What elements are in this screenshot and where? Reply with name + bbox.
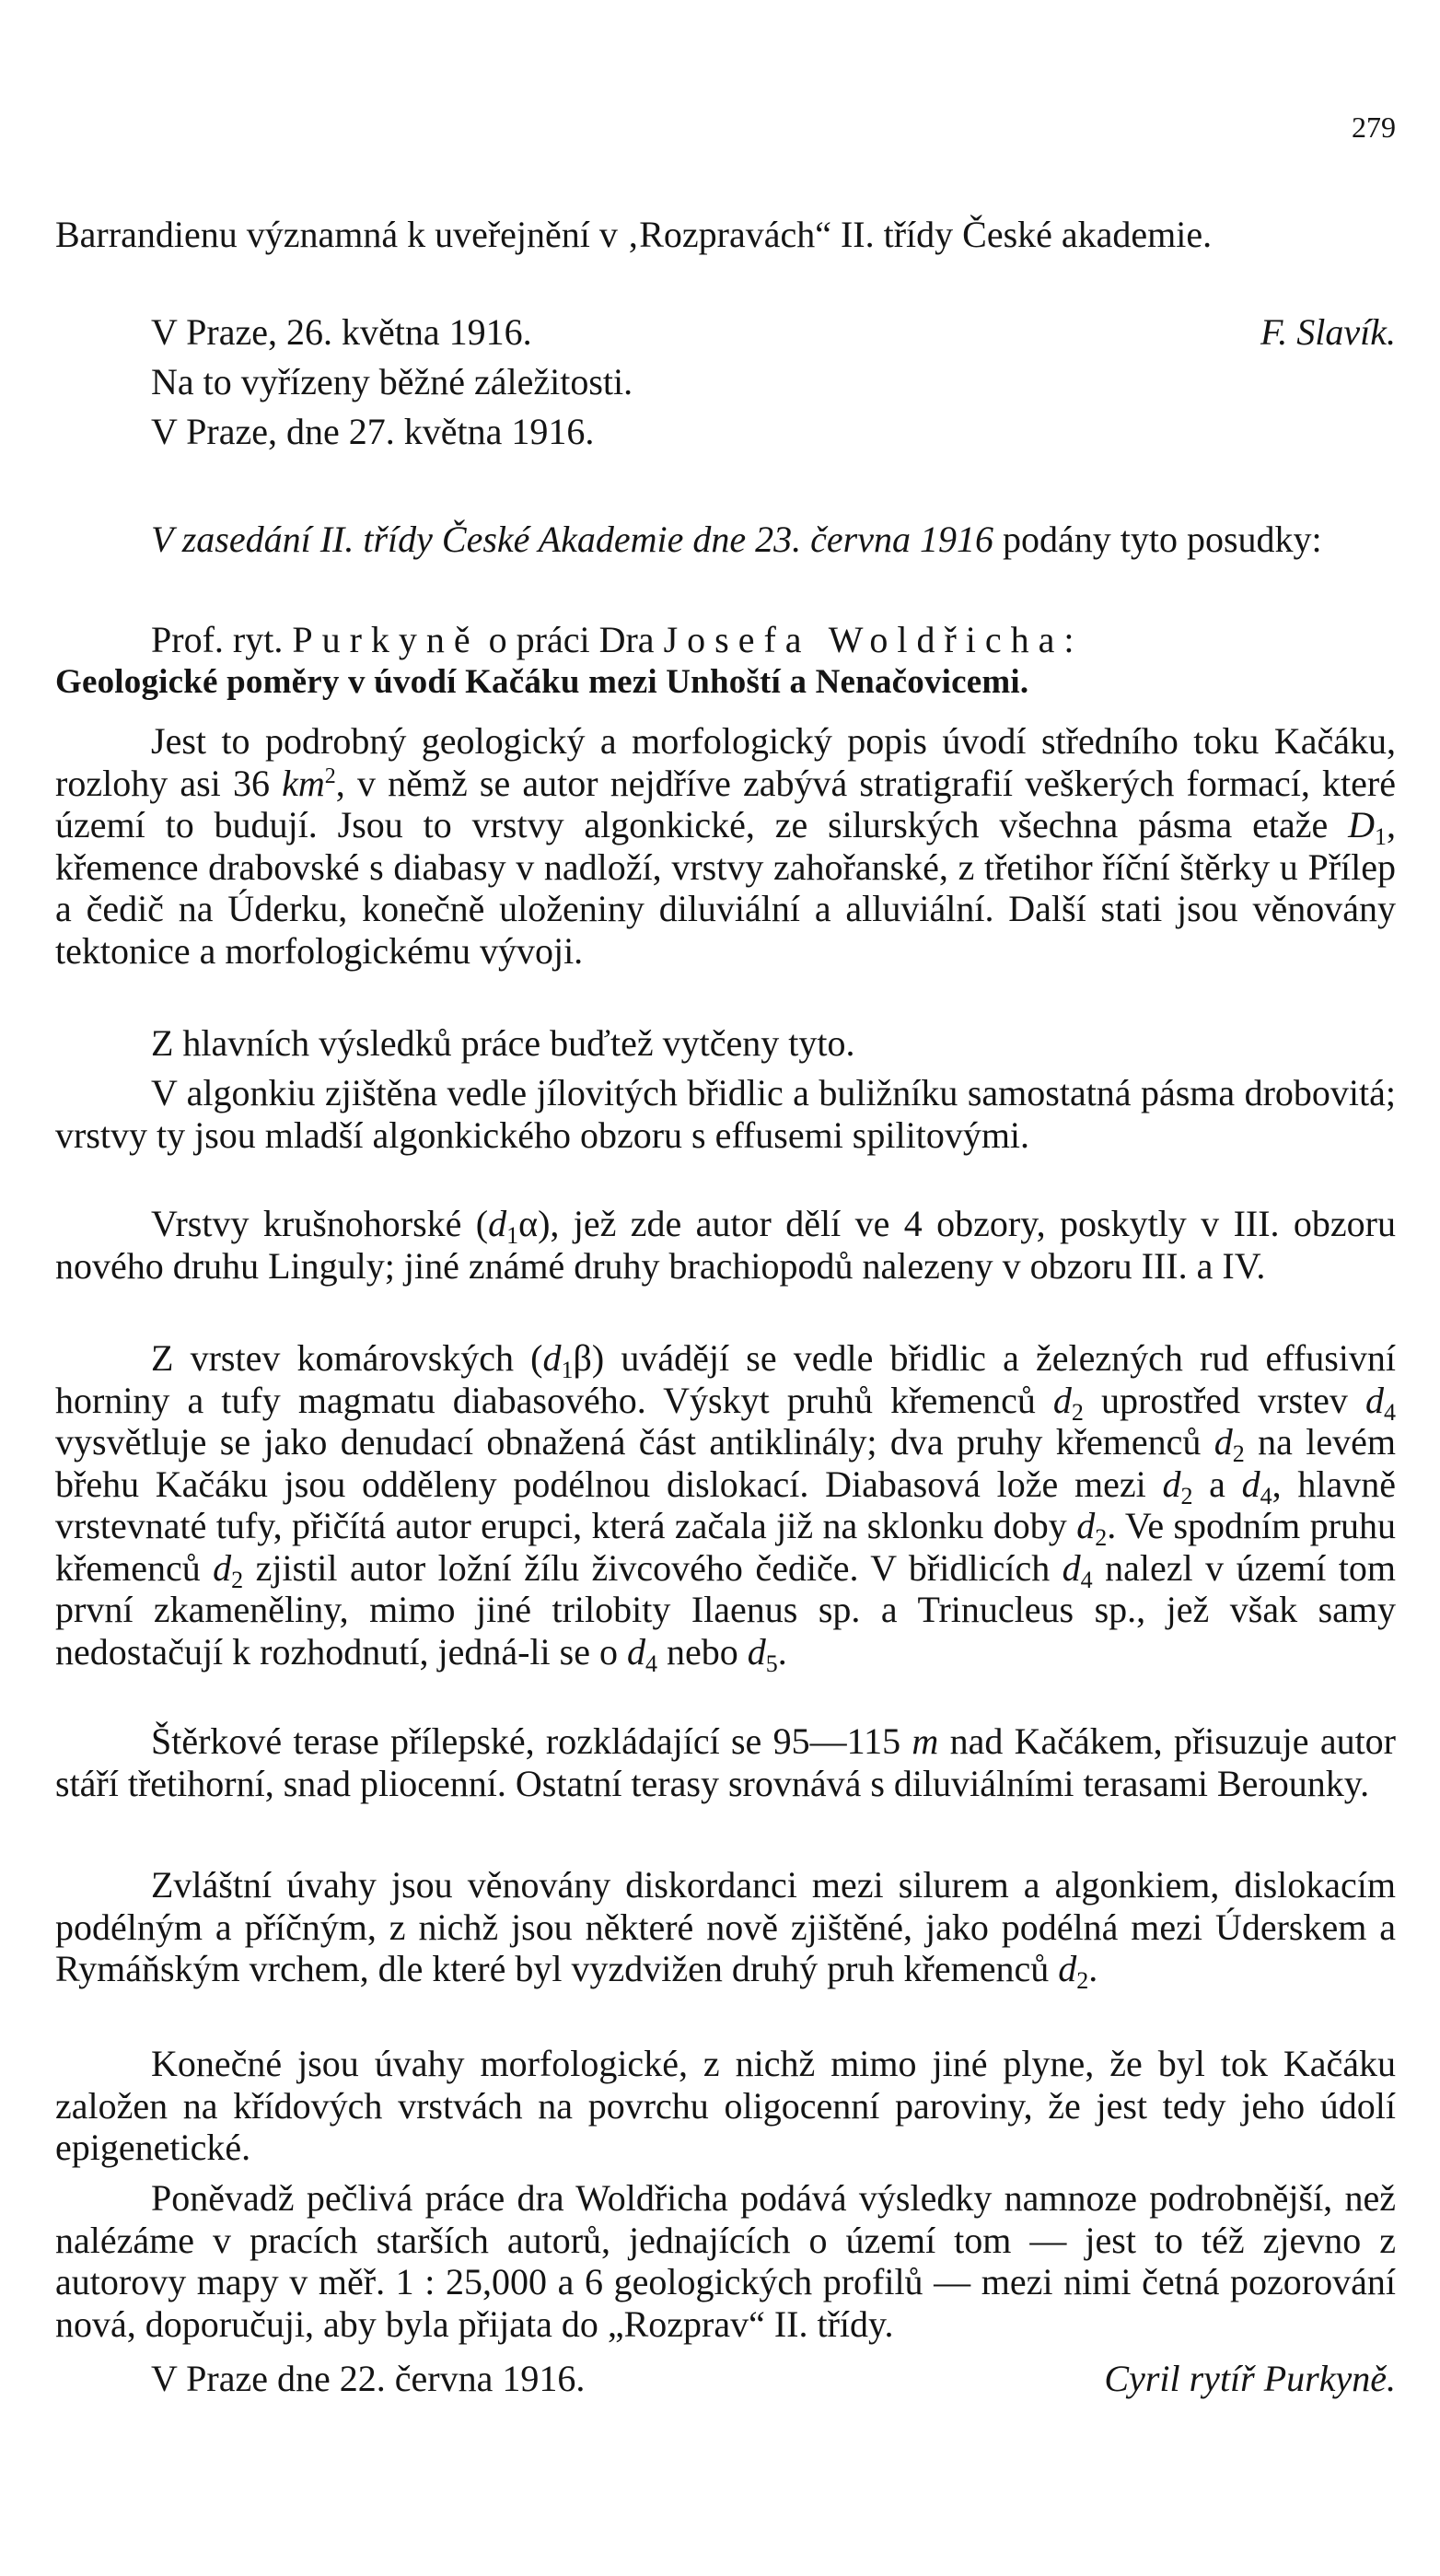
p6-unit: m [912, 1720, 939, 1762]
p1-d: D [1348, 804, 1375, 845]
review-title [55, 661, 1396, 704]
p5-d4: d [1365, 1379, 1384, 1421]
closing-signature [1104, 2358, 1396, 2400]
p5-l: . [777, 1630, 787, 1673]
page-number: 279 [1352, 111, 1396, 144]
p5-d2b-sub: 2 [1232, 1440, 1245, 1467]
session-intro: V zasedání II. třídy České Akademie dne 23. června 1916 [151, 519, 993, 560]
p5-d5: d [747, 1630, 766, 1673]
p4-sym-sub: 1 [506, 1222, 519, 1249]
opening-signature [1260, 311, 1396, 354]
review-subject-name: Josefa Woldřicha: [663, 619, 1084, 660]
session-intro-rest: podány tyto posudky: [993, 519, 1322, 560]
p5-greek: β [573, 1337, 592, 1379]
paragraph-6 [55, 1720, 1396, 1804]
p5-sym: d [542, 1337, 562, 1379]
p1-d-sub: 1 [1375, 823, 1387, 850]
review-author-line [151, 619, 1396, 661]
p5-d5-sub: 5 [765, 1649, 778, 1677]
p5-d2: d [1052, 1379, 1072, 1421]
paragraph-5 [55, 1337, 1397, 1677]
p7-b: . [1088, 1948, 1098, 1989]
p5-d2d-sub: 2 [1095, 1524, 1108, 1551]
p5-c: uprostřed vrstev [1083, 1379, 1365, 1421]
paragraph-1 [55, 720, 1396, 972]
p5-j: nalezl v území tom první zkameněliny, mimo jiné trilobity Ilaenus sp. a Trinucleus sp., jež však samy nedostačují k rozhodnutí, jedná-li se o [55, 1546, 1397, 1673]
p5-d2e: d [213, 1546, 232, 1589]
paragraph-4 [55, 1203, 1396, 1287]
p5-d4c: d [1062, 1546, 1081, 1589]
p5-d4d: d [626, 1630, 645, 1673]
opening-paragraph: Barrandienu významná k uveřejnění v ‚Rozpravách“ II. třídy České akademie. [55, 214, 1213, 255]
p5-h: . Ve spodním pruhu křemenců [55, 1505, 1396, 1589]
p5-d2e-sub: 2 [231, 1566, 244, 1593]
p5-d4d-sub: 4 [645, 1649, 657, 1677]
p5-d: vysvětluje se jako denudací obnažená část antiklinály; dva pruhy křemenců [55, 1421, 1214, 1463]
p1-b: , v němž se autor nejdříve zabývá stratigrafií veškerých formací, které území to budují. Jsou to vrstvy algonkické, ze silurských všechna pásma etaže [55, 762, 1396, 845]
p5-d4b: d [1241, 1463, 1260, 1505]
p5-d4c-sub: 4 [1080, 1566, 1093, 1593]
opening-note: Na to vyřízeny běžné záležitosti. [151, 361, 633, 402]
review-author-name: Purkyně [292, 619, 480, 660]
p5-e: na levém břehu Kačáku jsou odděleny podélnou dislokací. Diabasová lože mezi [55, 1421, 1396, 1505]
p5-d2-sub: 2 [1071, 1398, 1084, 1426]
review-title-text: Geologické poměry v úvodí Kačáku mezi Unhoští a Nenačovicemi. [55, 663, 1029, 701]
review-mid: o práci Dra [479, 619, 664, 660]
closing-place-date: V Praze dne 22. června 1916. [151, 2358, 586, 2399]
p4-greek: α [518, 1203, 539, 1244]
paragraph-8: Konečné jsou úvahy morfologické, z nichž mimo jiné plyne, že byl tok Kačáku založen na křídových vrstvách na povrchu oligocenní paroviny, že jest tedy jeho údolí epigenetické. [55, 2043, 1396, 2168]
p7-d2: d [1058, 1948, 1077, 1989]
p1-a: Jest to podrobný geologický a morfologický popis úvodí středního toku Kačáku, rozlohy asi 36 [55, 720, 1396, 804]
p5-a: Z vrstev komárovských ( [151, 1337, 543, 1379]
p1-sup: 2 [324, 763, 336, 788]
p5-d2c-sub: 2 [1180, 1482, 1193, 1509]
p1-c: , křemence drabovské s diabasy v nadloží, vrstvy zahořanské, z třetihor říční štěrky u Přílep a čedič na Úderku, konečně uloženiny diluviální a alluviální. Další stati jsou věnovány tektonice a morfologickému vývoji. [55, 804, 1396, 972]
p6-b: nad Kačákem, přisuzuje autor stáří třetihorní, snad pliocenní. Ostatní terasy srovnává s diluviálními terasami Berounky. [55, 1720, 1397, 1804]
p5-k: nebo [656, 1630, 748, 1673]
p6-a: Štěrkové terase přílepské, rozkládající se 95—115 [151, 1720, 912, 1762]
opening-place-date: V Praze, 26. května 1916. [151, 311, 532, 353]
opening-date2: V Praze, dne 27. května 1916. [151, 411, 595, 452]
p5-sym-sub: 1 [561, 1357, 574, 1383]
p5-i: zjistil autor ložní žílu živcového čediče. V břidlicích [243, 1546, 1063, 1589]
closing-signature-text: Cyril rytíř Purkyně. [1104, 2358, 1396, 2399]
review-author-prefix: Prof. ryt. [151, 619, 293, 660]
p7-a: Zvláštní úvahy jsou věnovány diskordanci mezi silurem a algonkiem, dislokacím podélným a příčným, z nichž jsou některé nově zjištěné, jako podélná mezi Úderskem a Rymáňským vrchem, dle které byl vyzdvižen druhý pruh křemenců [55, 1864, 1396, 1989]
paragraph-7 [55, 1864, 1396, 1994]
p5-d2d: d [1076, 1505, 1096, 1546]
p5-b: ) uvádějí se vedle břidlic a železných rud effusivní horniny a tufy magmatu diabasového. Výskyt pruhů křemenců [55, 1337, 1397, 1421]
p5-d2c: d [1162, 1463, 1181, 1505]
p5-d4b-sub: 4 [1260, 1482, 1272, 1509]
p5-g: , hlavně vrstevnaté tufy, přičítá autor erupci, která začala již na sklonku doby [55, 1463, 1396, 1546]
p4-b: ), jež zde autor dělí ve 4 obzory, poskytly v III. obzoru nového druhu Linguly; jiné známé druhy brachiopodů nalezeny v obzoru III. a IV. [55, 1203, 1396, 1287]
paragraph-9: Poněvadž pečlivá práce dra Woldřicha podává výsledky namnoze podrobnější, než nalézáme v pracích starších autorů, jednajících o území tom — jest to též zjevno z autorovy mapy v měř. 1 : 25,000 a 6 geologických profilů — mezi nimi četná pozorování nová, doporučuji, aby byla přijata do „Rozprav“ II. třídy. [55, 2177, 1396, 2345]
p4-a: Vrstvy krušnohorské ( [151, 1203, 489, 1244]
p5-d2b: d [1214, 1421, 1233, 1463]
paragraph-2: Z hlavních výsledků práce buďtež vytčeny tyto. [151, 1022, 855, 1064]
paragraph-3: V algonkiu zjištěna vedle jílovitých břidlic a buližníku samostatná pásma drobovitá; vrstvy ty jsou mladší algonkického obzoru s effusemi spilitovými. [55, 1072, 1396, 1156]
opening-signature-text: F. Slavík. [1260, 311, 1396, 353]
session-paragraph [55, 519, 1396, 561]
p4-sym: d [488, 1203, 507, 1244]
p1-unit: km [282, 762, 325, 804]
p5-f: a [1192, 1463, 1242, 1505]
p7-d2-sub: 2 [1076, 1967, 1089, 1994]
p5-d4-sub: 4 [1384, 1398, 1396, 1426]
